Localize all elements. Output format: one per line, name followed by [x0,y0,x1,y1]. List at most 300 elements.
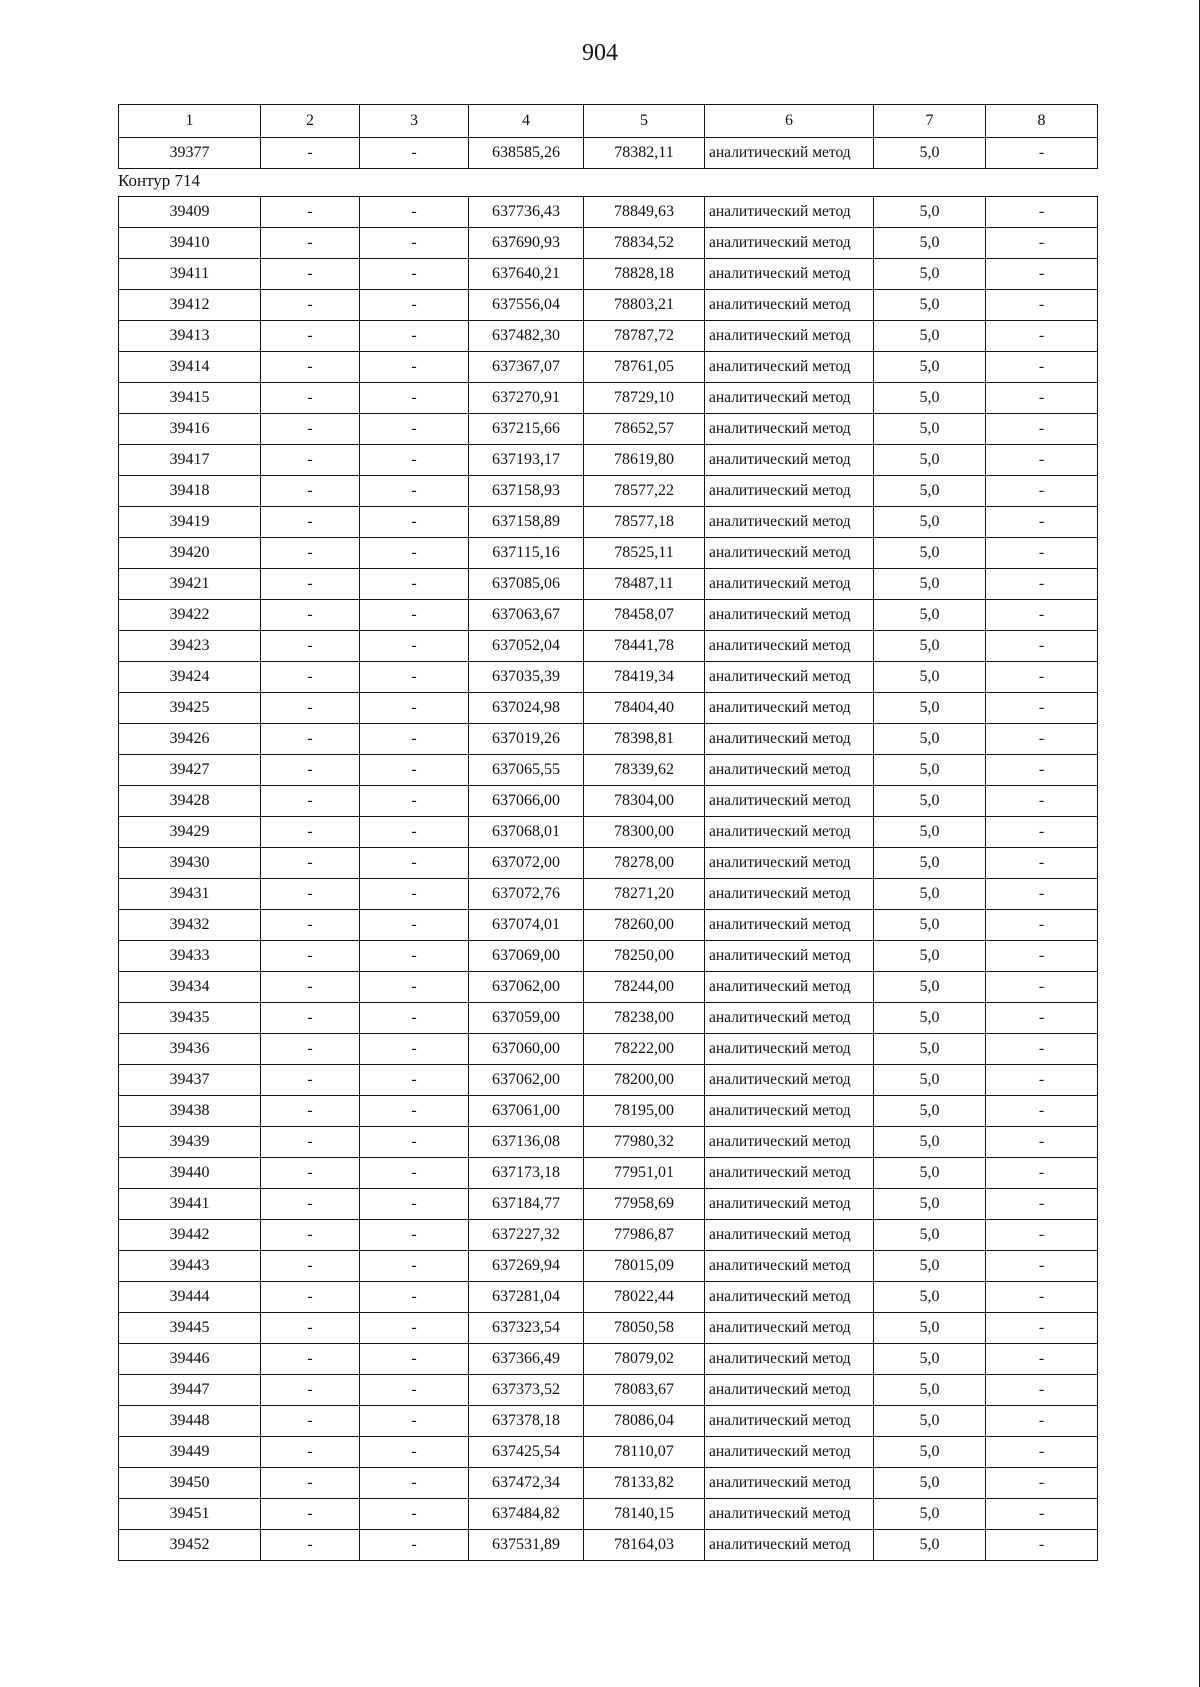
cell-c8: - [986,228,1098,259]
accuracy-cell: 5,0 [874,538,986,569]
accuracy-cell: 5,0 [874,600,986,631]
cell-c8: - [986,1220,1098,1251]
cell-c3: - [360,1406,469,1437]
coord-x: 638585,26 [469,138,584,169]
cell-c8: - [986,879,1098,910]
accuracy-cell: 5,0 [874,259,986,290]
table-row [119,600,1098,631]
accuracy-cell: 5,0 [874,138,986,169]
method-cell: аналитический метод [705,817,874,848]
cell-c3: - [360,1127,469,1158]
cell-c2: - [261,1282,360,1313]
point-id: 39415 [119,383,261,414]
cell-c2: - [261,1344,360,1375]
cell-c8: - [986,1251,1098,1282]
point-id: 39417 [119,445,261,476]
cell-c2: - [261,1530,360,1561]
cell-c3: - [360,1344,469,1375]
cell-c2: - [261,352,360,383]
coord-x: 637059,00 [469,1003,584,1034]
coord-y: 78382,11 [584,138,705,169]
table-row [119,848,1098,879]
cell-c2: - [261,879,360,910]
cell-c3: - [360,1468,469,1499]
table-row [119,631,1098,662]
table-row [119,1189,1098,1220]
coord-x: 637085,06 [469,569,584,600]
method-cell: аналитический метод [705,662,874,693]
cell-c3: - [360,910,469,941]
point-id: 39423 [119,631,261,662]
cell-c2: - [261,259,360,290]
method-cell: аналитический метод [705,786,874,817]
point-id: 39435 [119,1003,261,1034]
cell-c2: - [261,138,360,169]
cell-c8: - [986,1406,1098,1437]
coord-x: 637074,01 [469,910,584,941]
coord-y: 77951,01 [584,1158,705,1189]
accuracy-cell: 5,0 [874,1003,986,1034]
point-id: 39409 [119,197,261,228]
method-cell: аналитический метод [705,1158,874,1189]
cell-c3: - [360,445,469,476]
point-id: 39437 [119,1065,261,1096]
coord-y: 78803,21 [584,290,705,321]
coord-x: 637640,21 [469,259,584,290]
cell-c2: - [261,1375,360,1406]
point-id: 39418 [119,476,261,507]
cell-c3: - [360,569,469,600]
cell-c3: - [360,1158,469,1189]
cell-c8: - [986,1096,1098,1127]
cell-c3: - [360,321,469,352]
point-id: 39450 [119,1468,261,1499]
cell-c8: - [986,138,1098,169]
cell-c8: - [986,631,1098,662]
coord-x: 637425,54 [469,1437,584,1468]
coord-y: 78834,52 [584,228,705,259]
accuracy-cell: 5,0 [874,1065,986,1096]
accuracy-cell: 5,0 [874,786,986,817]
cell-c2: - [261,724,360,755]
method-cell: аналитический метод [705,693,874,724]
table-row [119,693,1098,724]
cell-c8: - [986,1437,1098,1468]
coord-y: 78079,02 [584,1344,705,1375]
cell-c2: - [261,817,360,848]
point-id: 39416 [119,414,261,445]
cell-c8: - [986,259,1098,290]
cell-c3: - [360,507,469,538]
cell-c2: - [261,972,360,1003]
cell-c2: - [261,1406,360,1437]
point-id: 39438 [119,1096,261,1127]
point-id: 39449 [119,1437,261,1468]
point-id: 39414 [119,352,261,383]
coord-y: 77986,87 [584,1220,705,1251]
coord-x: 637136,08 [469,1127,584,1158]
table-row [119,1127,1098,1158]
table-row [119,352,1098,383]
cell-c2: - [261,631,360,662]
cell-c3: - [360,1313,469,1344]
cell-c8: - [986,445,1098,476]
cell-c8: - [986,414,1098,445]
accuracy-cell: 5,0 [874,414,986,445]
coord-y: 78164,03 [584,1530,705,1561]
point-id: 39432 [119,910,261,941]
cell-c8: - [986,1034,1098,1065]
coord-y: 78083,67 [584,1375,705,1406]
coord-x: 637019,26 [469,724,584,755]
accuracy-cell: 5,0 [874,1127,986,1158]
point-id: 39433 [119,941,261,972]
column-header-row [119,105,1098,138]
method-cell: аналитический метод [705,724,874,755]
table-row [119,1344,1098,1375]
coord-x: 637072,00 [469,848,584,879]
cell-c2: - [261,1065,360,1096]
accuracy-cell: 5,0 [874,1189,986,1220]
coord-y: 78441,78 [584,631,705,662]
cell-c2: - [261,507,360,538]
table-row [119,724,1098,755]
method-cell: аналитический метод [705,569,874,600]
cell-c2: - [261,662,360,693]
cell-c3: - [360,1189,469,1220]
point-id: 39447 [119,1375,261,1406]
cell-c2: - [261,1313,360,1344]
coord-y: 78022,44 [584,1282,705,1313]
accuracy-cell: 5,0 [874,476,986,507]
method-cell: аналитический метод [705,1003,874,1034]
method-cell: аналитический метод [705,1468,874,1499]
cell-c2: - [261,600,360,631]
table-row [119,138,1098,169]
page-number: 904 [582,40,618,66]
cell-c2: - [261,1034,360,1065]
cell-c3: - [360,848,469,879]
coord-y: 77958,69 [584,1189,705,1220]
coord-y: 78828,18 [584,259,705,290]
cell-c8: - [986,817,1098,848]
cell-c8: - [986,1282,1098,1313]
cell-c3: - [360,228,469,259]
table-row [119,383,1098,414]
coord-y: 78250,00 [584,941,705,972]
point-id: 39422 [119,600,261,631]
table-row [119,1065,1098,1096]
accuracy-cell: 5,0 [874,383,986,414]
coord-x: 637066,00 [469,786,584,817]
coord-x: 637472,34 [469,1468,584,1499]
coord-y: 78260,00 [584,910,705,941]
table-row [119,290,1098,321]
coord-y: 78238,00 [584,1003,705,1034]
point-id: 39446 [119,1344,261,1375]
coord-x: 637484,82 [469,1499,584,1530]
coord-x: 637193,17 [469,445,584,476]
coord-y: 78419,34 [584,662,705,693]
coord-x: 637068,01 [469,817,584,848]
coord-y: 78086,04 [584,1406,705,1437]
method-cell: аналитический метод [705,414,874,445]
accuracy-cell: 5,0 [874,1158,986,1189]
cell-c8: - [986,910,1098,941]
coord-y: 78404,40 [584,693,705,724]
coord-y: 78140,15 [584,1499,705,1530]
point-id: 39427 [119,755,261,786]
coord-x: 637069,00 [469,941,584,972]
cell-c3: - [360,1530,469,1561]
accuracy-cell: 5,0 [874,1468,986,1499]
coord-y: 78339,62 [584,755,705,786]
coord-y: 78577,22 [584,476,705,507]
accuracy-cell: 5,0 [874,941,986,972]
method-cell: аналитический метод [705,321,874,352]
point-id: 39443 [119,1251,261,1282]
accuracy-cell: 5,0 [874,1344,986,1375]
coord-y: 78222,00 [584,1034,705,1065]
accuracy-cell: 5,0 [874,321,986,352]
method-cell: аналитический метод [705,476,874,507]
coord-y: 78849,63 [584,197,705,228]
cell-c2: - [261,786,360,817]
cell-c8: - [986,1313,1098,1344]
cell-c8: - [986,755,1098,786]
coord-x: 637184,77 [469,1189,584,1220]
method-cell: аналитический метод [705,507,874,538]
point-id: 39444 [119,1282,261,1313]
cell-c8: - [986,1530,1098,1561]
accuracy-cell: 5,0 [874,910,986,941]
table-row [119,321,1098,352]
point-id: 39421 [119,569,261,600]
point-id: 39431 [119,879,261,910]
cell-c8: - [986,693,1098,724]
table-row [119,1313,1098,1344]
cell-c2: - [261,1127,360,1158]
method-cell: аналитический метод [705,259,874,290]
accuracy-cell: 5,0 [874,1282,986,1313]
contour-table [118,196,1098,1561]
point-id: 39439 [119,1127,261,1158]
method-cell: аналитический метод [705,197,874,228]
accuracy-cell: 5,0 [874,352,986,383]
coord-x: 637052,04 [469,631,584,662]
table-row [119,1220,1098,1251]
point-id: 39429 [119,817,261,848]
method-cell: аналитический метод [705,1313,874,1344]
cell-c8: - [986,724,1098,755]
cell-c3: - [360,383,469,414]
cell-c3: - [360,724,469,755]
point-id: 39420 [119,538,261,569]
table-row [119,1375,1098,1406]
cell-c2: - [261,321,360,352]
point-id: 39410 [119,228,261,259]
coord-y: 78761,05 [584,352,705,383]
method-cell: аналитический метод [705,352,874,383]
method-cell: аналитический метод [705,228,874,259]
method-cell: аналитический метод [705,600,874,631]
point-id: 39412 [119,290,261,321]
method-cell: аналитический метод [705,879,874,910]
point-id: 39424 [119,662,261,693]
coord-y: 78278,00 [584,848,705,879]
coord-y: 78577,18 [584,507,705,538]
coord-y: 78133,82 [584,1468,705,1499]
coord-y: 78525,11 [584,538,705,569]
cell-c2: - [261,1189,360,1220]
coord-y: 78200,00 [584,1065,705,1096]
coord-x: 637062,00 [469,972,584,1003]
method-cell: аналитический метод [705,1034,874,1065]
table-row [119,259,1098,290]
cell-c8: - [986,290,1098,321]
cell-c2: - [261,197,360,228]
header-table [118,104,1098,169]
accuracy-cell: 5,0 [874,197,986,228]
coord-x: 637378,18 [469,1406,584,1437]
method-cell: аналитический метод [705,1530,874,1561]
coord-x: 637072,76 [469,879,584,910]
cell-c3: - [360,476,469,507]
coord-y: 78110,07 [584,1437,705,1468]
coord-x: 637062,00 [469,1065,584,1096]
cell-c8: - [986,1003,1098,1034]
cell-c3: - [360,972,469,1003]
point-id: 39377 [119,138,261,169]
table-row [119,1034,1098,1065]
accuracy-cell: 5,0 [874,1530,986,1561]
cell-c2: - [261,910,360,941]
cell-c2: - [261,383,360,414]
method-cell: аналитический метод [705,755,874,786]
table-row [119,1282,1098,1313]
point-id: 39428 [119,786,261,817]
method-cell: аналитический метод [705,445,874,476]
coord-x: 637035,39 [469,662,584,693]
column-header: 3 [360,105,469,138]
accuracy-cell: 5,0 [874,1437,986,1468]
coord-x: 637173,18 [469,1158,584,1189]
table-row [119,445,1098,476]
accuracy-cell: 5,0 [874,817,986,848]
coord-x: 637115,16 [469,538,584,569]
accuracy-cell: 5,0 [874,693,986,724]
point-id: 39441 [119,1189,261,1220]
cell-c8: - [986,1375,1098,1406]
accuracy-cell: 5,0 [874,290,986,321]
accuracy-cell: 5,0 [874,1406,986,1437]
cell-c8: - [986,1065,1098,1096]
method-cell: аналитический метод [705,631,874,662]
cell-c2: - [261,290,360,321]
coord-x: 637323,54 [469,1313,584,1344]
column-header: 7 [874,105,986,138]
table-row [119,879,1098,910]
coord-y: 77980,32 [584,1127,705,1158]
cell-c8: - [986,321,1098,352]
column-header: 5 [584,105,705,138]
point-id: 39413 [119,321,261,352]
table-row [119,1406,1098,1437]
table-row [119,197,1098,228]
cell-c8: - [986,1158,1098,1189]
accuracy-cell: 5,0 [874,1096,986,1127]
cell-c3: - [360,1282,469,1313]
point-id: 39436 [119,1034,261,1065]
cell-c2: - [261,228,360,259]
table-row [119,538,1098,569]
cell-c3: - [360,600,469,631]
coord-x: 637215,66 [469,414,584,445]
coord-y: 78487,11 [584,569,705,600]
cell-c8: - [986,786,1098,817]
accuracy-cell: 5,0 [874,724,986,755]
cell-c3: - [360,1034,469,1065]
coord-x: 637063,67 [469,600,584,631]
table-row [119,476,1098,507]
point-id: 39451 [119,1499,261,1530]
cell-c3: - [360,259,469,290]
accuracy-cell: 5,0 [874,569,986,600]
accuracy-cell: 5,0 [874,1251,986,1282]
method-cell: аналитический метод [705,1251,874,1282]
coord-y: 78729,10 [584,383,705,414]
coord-x: 637556,04 [469,290,584,321]
cell-c8: - [986,569,1098,600]
table-row [119,1003,1098,1034]
coord-y: 78458,07 [584,600,705,631]
cell-c8: - [986,538,1098,569]
accuracy-cell: 5,0 [874,1313,986,1344]
accuracy-cell: 5,0 [874,879,986,910]
method-cell: аналитический метод [705,1282,874,1313]
cell-c2: - [261,538,360,569]
cell-c2: - [261,1499,360,1530]
coord-y: 78015,09 [584,1251,705,1282]
coord-x: 637024,98 [469,693,584,724]
cell-c2: - [261,1437,360,1468]
cell-c8: - [986,1499,1098,1530]
point-id: 39430 [119,848,261,879]
cell-c2: - [261,848,360,879]
accuracy-cell: 5,0 [874,507,986,538]
table-row [119,972,1098,1003]
coord-x: 637158,89 [469,507,584,538]
cell-c3: - [360,1096,469,1127]
method-cell: аналитический метод [705,1189,874,1220]
coord-y: 78398,81 [584,724,705,755]
method-cell: аналитический метод [705,1437,874,1468]
cell-c3: - [360,879,469,910]
cell-c2: - [261,755,360,786]
point-id: 39419 [119,507,261,538]
table-row [119,414,1098,445]
coord-x: 637482,30 [469,321,584,352]
cell-c3: - [360,1375,469,1406]
cell-c8: - [986,476,1098,507]
method-cell: аналитический метод [705,1344,874,1375]
cell-c8: - [986,662,1098,693]
coord-y: 78300,00 [584,817,705,848]
cell-c2: - [261,1158,360,1189]
cell-c8: - [986,1127,1098,1158]
cell-c3: - [360,1220,469,1251]
table-row [119,228,1098,259]
